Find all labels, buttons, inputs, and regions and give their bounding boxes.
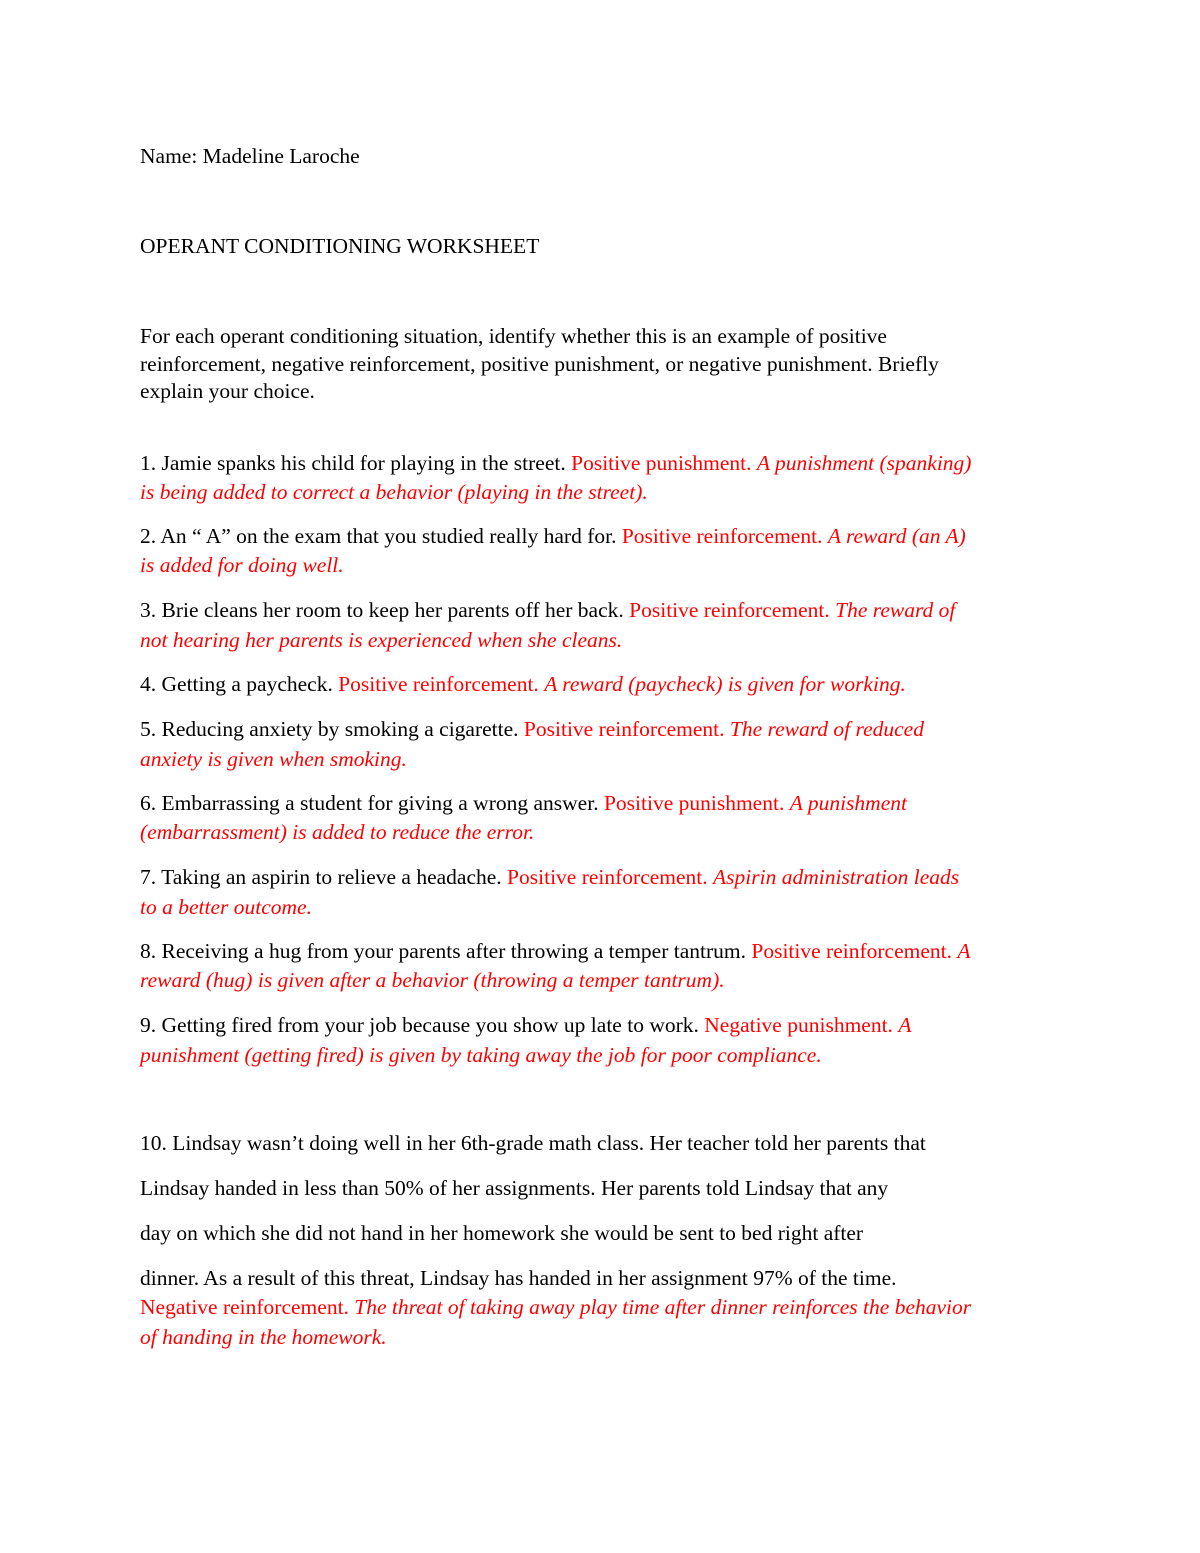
question-text: Lindsay handed in less than 50% of her assignments. Her parents told Lindsay that any bbox=[140, 1176, 889, 1200]
question-text: 5. Reducing anxiety by smoking a cigarette. bbox=[140, 717, 524, 741]
answer-explanation: is added for doing well. bbox=[140, 553, 344, 577]
answer-explanation: anxiety is given when smoking. bbox=[140, 747, 407, 771]
answer-explanation: A bbox=[898, 1013, 912, 1037]
instructions-line: explain your choice. bbox=[140, 379, 315, 403]
answer-explanation: of handing in the homework. bbox=[140, 1325, 387, 1349]
answer-explanation: The threat of taking away play time after dinner reinforces the behavior bbox=[354, 1295, 972, 1319]
answer-explanation: A reward (an A) bbox=[827, 524, 966, 548]
answer-label: Positive punishment. bbox=[571, 451, 757, 475]
question-text: 4. Getting a paycheck. bbox=[140, 672, 339, 696]
student-name: Name: Madeline Laroche bbox=[140, 144, 360, 168]
question-text: dinner. As a result of this threat, Lindsay has handed in her assignment 97% of the time. bbox=[140, 1266, 897, 1290]
answer-explanation: reward (hug) is given after a behavior (throwing a temper tantrum). bbox=[140, 968, 725, 992]
answer-explanation: The reward of reduced bbox=[729, 717, 924, 741]
answer-label: Negative punishment. bbox=[704, 1013, 899, 1037]
question-text: 2. An “ A” on the exam that you studied really hard for. bbox=[140, 524, 622, 548]
answer-explanation: A reward (paycheck) is given for working. bbox=[544, 672, 906, 696]
answer-label: Positive reinforcement. bbox=[523, 717, 730, 741]
answer-explanation: not hearing her parents is experienced when she cleans. bbox=[140, 628, 623, 652]
answer-label: Negative reinforcement. bbox=[140, 1295, 355, 1319]
instructions-line: reinforcement, negative reinforcement, positive punishment, or negative punishment. Briefly bbox=[140, 352, 939, 376]
answer-label: Positive reinforcement. bbox=[629, 598, 836, 622]
answer-explanation: is being added to correct a behavior (playing in the street). bbox=[140, 480, 648, 504]
question-text: 3. Brie cleans her room to keep her parents off her back. bbox=[140, 598, 630, 622]
answer-explanation: A punishment bbox=[789, 791, 907, 815]
answer-label: Positive punishment. bbox=[603, 791, 790, 815]
worksheet-title: OPERANT CONDITIONING WORKSHEET bbox=[140, 234, 540, 258]
question-text: 6. Embarrassing a student for giving a wrong answer. bbox=[140, 791, 604, 815]
answer-explanation: to a better outcome. bbox=[140, 895, 312, 919]
answer-explanation: The reward of bbox=[835, 598, 956, 622]
question-text: 10. Lindsay wasn’t doing well in her 6th-grade math class. Her teacher told her parents that bbox=[140, 1131, 926, 1155]
answer-label: Positive reinforcement. bbox=[751, 939, 958, 963]
answer-label: Positive reinforcement. bbox=[507, 865, 714, 889]
question-text: 8. Receiving a hug from your parents after throwing a temper tantrum. bbox=[140, 939, 752, 963]
question-text: 9. Getting fired from your job because you show up late to work. bbox=[140, 1013, 705, 1037]
answer-explanation: A punishment (spanking) bbox=[756, 451, 972, 475]
answer-explanation: (embarrassment) is added to reduce the error. bbox=[140, 820, 535, 844]
answer-explanation: Aspirin administration leads bbox=[713, 865, 960, 889]
answer-explanation: punishment (getting fired) is given by taking away the job for poor compliance. bbox=[140, 1043, 822, 1067]
answer-label: Positive reinforcement. bbox=[338, 672, 545, 696]
question-text: day on which she did not hand in her homework she would be sent to bed right after bbox=[140, 1221, 864, 1245]
answer-explanation: A bbox=[957, 939, 971, 963]
question-text: 1. Jamie spanks his child for playing in the street. bbox=[140, 451, 572, 475]
instructions-line: For each operant conditioning situation, identify whether this is an example of positive bbox=[140, 324, 887, 348]
answer-label: Positive reinforcement. bbox=[621, 524, 828, 548]
question-text: 7. Taking an aspirin to relieve a headache. bbox=[140, 865, 508, 889]
